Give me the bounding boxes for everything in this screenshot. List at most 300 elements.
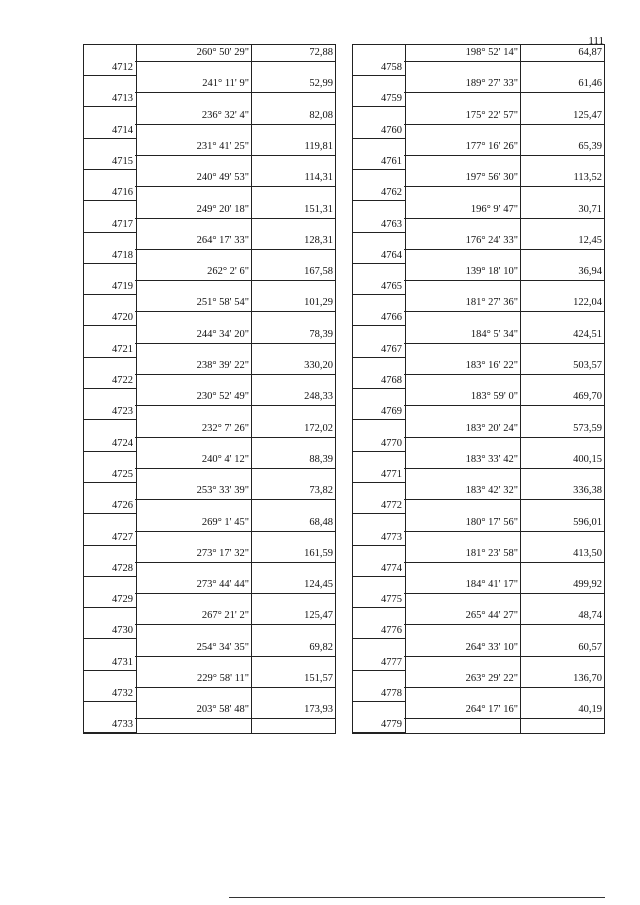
right-bearing [404, 297, 520, 309]
right-bearing [404, 454, 520, 466]
bearing-value: 232° 7' 26" [201, 422, 249, 434]
bearing-value: 253° 33' 39" [196, 485, 249, 497]
distance-value: 69,82 [309, 641, 333, 653]
left-bearing [135, 360, 251, 372]
left-point-number [83, 563, 135, 575]
right-data-rule [404, 280, 605, 281]
point-number-text: 4716 [112, 187, 133, 199]
distance-value: 125,47 [304, 610, 333, 622]
distance-value: 30,71 [578, 203, 602, 215]
bearing-value: 198° 52' 14" [465, 47, 518, 58]
left-point-number [83, 93, 135, 105]
distance-value: 161,59 [304, 547, 333, 559]
right-number-rule [352, 357, 405, 358]
right-distance [520, 579, 604, 591]
left-number-rule [83, 701, 136, 702]
left-point-number [83, 219, 135, 231]
right-bearing [404, 172, 520, 184]
left-data-rule [135, 656, 336, 657]
distance-value: 88,39 [309, 453, 333, 465]
left-point-number [83, 281, 135, 293]
bearing-value: 244° 34' 20" [196, 328, 249, 340]
left-top-border [83, 44, 336, 45]
point-number-text: 4733 [112, 719, 133, 731]
left-point-number [83, 187, 135, 199]
right-number-rule [352, 670, 405, 671]
left-data-rule [135, 311, 336, 312]
left-distance [251, 141, 335, 153]
left-bearing [135, 517, 251, 529]
left-distance [251, 517, 335, 529]
left-number-rule [83, 607, 136, 608]
distance-value: 125,47 [573, 109, 602, 121]
right-number-rule [352, 138, 405, 139]
right-data-rule [404, 186, 605, 187]
right-number-rule [352, 638, 405, 639]
left-data-rule [135, 249, 336, 250]
right-distance [520, 391, 604, 403]
right-number-rule [352, 75, 405, 76]
left-distance [251, 297, 335, 309]
right-distance [520, 517, 604, 529]
right-bearing [404, 548, 520, 560]
bearing-value: 183° 59' 0" [470, 391, 518, 403]
point-number-text: 4712 [112, 62, 133, 73]
right-bearing [404, 47, 520, 59]
left-distance [251, 110, 335, 122]
left-data-rule [135, 92, 336, 93]
bearing-value: 262° 2' 6" [207, 266, 249, 278]
point-number-text: 4758 [381, 62, 402, 73]
point-number-text: 4728 [112, 562, 133, 574]
left-bearing [135, 110, 251, 122]
right-point-number [352, 532, 404, 544]
bearing-value: 264° 17' 33" [196, 234, 249, 246]
right-point-number [352, 93, 404, 105]
right-data-rule [404, 437, 605, 438]
left-point-number [83, 594, 135, 606]
right-bearing [404, 610, 520, 622]
bearing-value: 197° 56' 30" [465, 172, 518, 184]
distance-value: 596,01 [573, 516, 602, 528]
right-number-rule [352, 325, 405, 326]
bearing-value: 273° 44' 44" [196, 579, 249, 591]
left-point-number [83, 62, 135, 74]
point-number-text: 4720 [112, 312, 133, 324]
left-distance [251, 610, 335, 622]
left-data-rule [135, 155, 336, 156]
point-number-text: 4764 [381, 249, 402, 261]
left-data-rule [135, 343, 336, 344]
left-number-rule [83, 419, 136, 420]
distance-value: 167,58 [304, 266, 333, 278]
right-number-rule [352, 200, 405, 201]
point-number-text: 4772 [381, 500, 402, 512]
right-distance [520, 673, 604, 685]
left-point-number [83, 344, 135, 356]
left-distance [251, 204, 335, 216]
bearing-value: 254° 34' 35" [196, 641, 249, 653]
bearing-value: 175° 22' 57" [465, 109, 518, 121]
bearing-value: 181° 23' 58" [465, 547, 518, 559]
left-number-rule [83, 576, 136, 577]
right-number-rule [352, 294, 405, 295]
left-bearing [135, 704, 251, 716]
left-data-rule [135, 687, 336, 688]
point-number-text: 4715 [112, 155, 133, 167]
left-data-rule [135, 562, 336, 563]
distance-value: 172,02 [304, 422, 333, 434]
left-number-rule [83, 545, 136, 546]
right-distance [520, 610, 604, 622]
left-distance [251, 78, 335, 90]
left-point-number [83, 688, 135, 700]
distance-value: 151,57 [304, 673, 333, 684]
point-number-text: 4762 [381, 187, 402, 199]
bearing-value: 267° 21' 2" [201, 610, 249, 622]
point-number-text: 4765 [381, 281, 402, 293]
distance-value: 68,48 [309, 516, 333, 528]
bearing-value: 273° 17' 32" [196, 547, 249, 559]
right-bearing [404, 360, 520, 372]
left-distance [251, 266, 335, 278]
right-distance [520, 704, 604, 716]
right-number-rule [352, 482, 405, 483]
left-point-number [83, 625, 135, 637]
right-number-rule [352, 545, 405, 546]
right-number-rule [352, 263, 405, 264]
right-bearing [404, 329, 520, 341]
distance-value: 173,93 [304, 704, 333, 716]
bearing-value: 269° 1' 45" [201, 516, 249, 528]
point-number-text: 4768 [381, 375, 402, 386]
left-data-rule [135, 374, 336, 375]
left-distance [251, 172, 335, 184]
right-point-number [352, 187, 404, 199]
right-point-number [352, 281, 404, 293]
right-data-rule [404, 249, 605, 250]
right-point-number [352, 125, 404, 137]
left-distance [251, 423, 335, 435]
right-bottom-border [352, 733, 605, 734]
bearing-value: 203° 58' 48" [196, 704, 249, 716]
left-data-rule [135, 218, 336, 219]
right-number-rule [352, 232, 405, 233]
right-data-rule [404, 656, 605, 657]
right-point-number [352, 406, 404, 418]
right-point-number [352, 625, 404, 637]
left-data-rule [135, 593, 336, 594]
bearing-value: 189° 27' 33" [465, 78, 518, 90]
point-number-text: 4779 [381, 719, 402, 731]
right-distance [520, 204, 604, 216]
right-data-rule [404, 218, 605, 219]
distance-value: 469,70 [573, 391, 602, 403]
distance-value: 78,39 [309, 328, 333, 340]
footer-rule [229, 897, 605, 898]
point-number-text: 4773 [381, 531, 402, 543]
right-point-number [352, 657, 404, 669]
left-distance [251, 47, 335, 59]
left-bearing [135, 172, 251, 184]
distance-value: 52,99 [309, 78, 333, 90]
left-data-rule [135, 437, 336, 438]
right-point-number [352, 719, 404, 731]
distance-value: 330,20 [304, 360, 333, 371]
distance-value: 101,29 [304, 297, 333, 309]
left-bearing [135, 548, 251, 560]
left-point-number [83, 469, 135, 481]
point-number-text: 4771 [381, 468, 402, 480]
distance-value: 48,74 [578, 610, 602, 622]
right-point-number [352, 688, 404, 700]
left-number-rule [83, 75, 136, 76]
bearing-value: 181° 27' 36" [465, 297, 518, 309]
point-number-text: 4775 [381, 594, 402, 606]
left-data-rule [135, 405, 336, 406]
point-number-text: 4719 [112, 281, 133, 293]
left-distance [251, 642, 335, 654]
left-bearing [135, 235, 251, 247]
distance-value: 336,38 [573, 485, 602, 497]
right-number-rule [352, 607, 405, 608]
right-bearing [404, 110, 520, 122]
distance-value: 114,31 [304, 172, 333, 184]
bearing-value: 265° 44' 27" [465, 610, 518, 622]
point-number-text: 4713 [112, 93, 133, 105]
distance-value: 499,92 [573, 579, 602, 591]
left-bearing [135, 642, 251, 654]
distance-value: 573,59 [573, 422, 602, 434]
point-number-text: 4729 [112, 594, 133, 606]
left-number-rule [83, 325, 136, 326]
left-number-rule [83, 670, 136, 671]
point-number-text: 4763 [381, 218, 402, 230]
right-data-rule [404, 593, 605, 594]
right-point-number [352, 500, 404, 512]
left-bearing [135, 47, 251, 59]
right-bearing [404, 423, 520, 435]
bearing-value: 251° 58' 54" [196, 297, 249, 309]
bearing-value: 184° 41' 17" [465, 579, 518, 591]
bearing-value: 231° 41' 25" [196, 140, 249, 152]
distance-value: 40,19 [578, 704, 602, 716]
distance-value: 61,46 [578, 78, 602, 90]
point-number-text: 4722 [112, 375, 133, 386]
right-distance [520, 172, 604, 184]
left-point-number [83, 250, 135, 262]
left-number-rule [83, 388, 136, 389]
point-number-text: 4723 [112, 406, 133, 418]
left-number-rule [83, 138, 136, 139]
bearing-value: 238° 39' 22" [196, 360, 249, 371]
bearing-value: 240° 4' 12" [201, 453, 249, 465]
right-point-number [352, 438, 404, 450]
point-number-text: 4769 [381, 406, 402, 418]
left-bearing [135, 266, 251, 278]
point-number-text: 4717 [112, 218, 133, 230]
bearing-value: 249° 20' 18" [196, 203, 249, 215]
right-number-rule [352, 419, 405, 420]
left-number-rule [83, 294, 136, 295]
distance-value: 413,50 [573, 547, 602, 559]
right-bearing [404, 141, 520, 153]
right-bearing [404, 642, 520, 654]
left-number-rule [83, 263, 136, 264]
right-bearing [404, 673, 520, 685]
distance-value: 60,57 [578, 641, 602, 653]
left-data-rule [135, 718, 336, 719]
left-data-rule [135, 186, 336, 187]
left-point-number [83, 375, 135, 387]
point-number-text: 4731 [112, 656, 133, 668]
bearing-value: 229° 58' 11" [197, 673, 249, 684]
right-point-number [352, 219, 404, 231]
right-number-rule [352, 169, 405, 170]
right-bearing [404, 704, 520, 716]
right-data-rule [404, 374, 605, 375]
right-bearing [404, 579, 520, 591]
left-bearing [135, 329, 251, 341]
left-distance [251, 454, 335, 466]
distance-value: 12,45 [578, 234, 602, 246]
point-number-text: 4777 [381, 656, 402, 668]
left-number-rule [83, 482, 136, 483]
left-distance [251, 391, 335, 403]
point-number-text: 4761 [381, 155, 402, 167]
point-number-text: 4714 [112, 124, 133, 136]
right-bearing [404, 78, 520, 90]
left-point-number [83, 406, 135, 418]
left-point-number [83, 312, 135, 324]
right-data-rule [404, 499, 605, 500]
distance-value: 151,31 [304, 203, 333, 215]
point-number-text: 4727 [112, 531, 133, 543]
bearing-value: 184° 5' 34" [470, 328, 518, 340]
bearing-value: 180° 17' 56" [465, 516, 518, 528]
right-bearing [404, 266, 520, 278]
distance-value: 113,52 [573, 172, 602, 184]
left-number-rule [83, 638, 136, 639]
right-distance [520, 235, 604, 247]
right-distance [520, 141, 604, 153]
distance-value: 248,33 [304, 391, 333, 403]
right-data-rule [404, 687, 605, 688]
right-distance [520, 266, 604, 278]
left-bearing [135, 579, 251, 591]
right-point-number [352, 563, 404, 575]
right-data-rule [404, 92, 605, 93]
right-data-rule [404, 718, 605, 719]
point-number-text: 4770 [381, 437, 402, 449]
right-number-rule [352, 576, 405, 577]
right-point-number [352, 156, 404, 168]
distance-value: 72,88 [309, 47, 333, 58]
point-number-text: 4766 [381, 312, 402, 324]
right-data-rule [404, 124, 605, 125]
left-data-rule [135, 280, 336, 281]
right-distance [520, 78, 604, 90]
point-number-text: 4721 [112, 343, 133, 355]
right-point-number [352, 469, 404, 481]
distance-value: 424,51 [573, 328, 602, 340]
left-point-number [83, 719, 135, 731]
right-bearing [404, 235, 520, 247]
distance-value: 136,70 [573, 673, 602, 684]
right-data-rule [404, 405, 605, 406]
right-bearing [404, 391, 520, 403]
distance-value: 36,94 [578, 266, 602, 278]
point-number-text: 4732 [112, 688, 133, 699]
right-data-rule [404, 155, 605, 156]
left-data-rule [135, 468, 336, 469]
distance-value: 122,04 [573, 297, 602, 309]
right-distance [520, 548, 604, 560]
bearing-value: 240° 49' 53" [196, 172, 249, 184]
bearing-value: 264° 17' 16" [465, 704, 518, 716]
bearing-value: 176° 24' 33" [465, 234, 518, 246]
right-distance [520, 454, 604, 466]
left-point-number [83, 125, 135, 137]
left-table [83, 44, 337, 733]
right-distance [520, 47, 604, 59]
right-top-border [352, 44, 605, 45]
left-point-number [83, 156, 135, 168]
right-point-number [352, 312, 404, 324]
bearing-value: 183° 42' 32" [465, 485, 518, 497]
left-number-rule [83, 200, 136, 201]
point-number-text: 4767 [381, 343, 402, 355]
distance-value: 64,87 [578, 47, 602, 58]
left-data-rule [135, 499, 336, 500]
bearing-value: 183° 20' 24" [465, 422, 518, 434]
left-number-rule [83, 106, 136, 107]
right-distance [520, 642, 604, 654]
left-number-rule [83, 357, 136, 358]
left-bearing [135, 454, 251, 466]
left-bearing [135, 673, 251, 685]
left-point-number [83, 657, 135, 669]
left-bearing [135, 391, 251, 403]
right-right-border [604, 44, 605, 733]
right-distance [520, 485, 604, 497]
distance-value: 119,81 [304, 140, 333, 152]
left-bearing [135, 610, 251, 622]
bearing-value: 183° 33' 42" [465, 453, 518, 465]
distance-value: 128,31 [304, 234, 333, 246]
right-distance [520, 297, 604, 309]
right-distance [520, 110, 604, 122]
left-point-number [83, 438, 135, 450]
right-data-rule [404, 61, 605, 62]
right-number-rule [352, 701, 405, 702]
point-number-text: 4730 [112, 625, 133, 637]
left-bottom-border [83, 733, 336, 734]
right-table [352, 44, 606, 733]
right-bearing [404, 204, 520, 216]
distance-value: 124,45 [304, 579, 333, 591]
left-distance [251, 235, 335, 247]
point-number-text: 4760 [381, 124, 402, 136]
left-point-number [83, 532, 135, 544]
right-point-number [352, 250, 404, 262]
left-distance [251, 673, 335, 685]
right-number-rule [352, 451, 405, 452]
point-number-text: 4726 [112, 500, 133, 512]
right-distance [520, 423, 604, 435]
right-bearing [404, 485, 520, 497]
right-data-rule [404, 531, 605, 532]
